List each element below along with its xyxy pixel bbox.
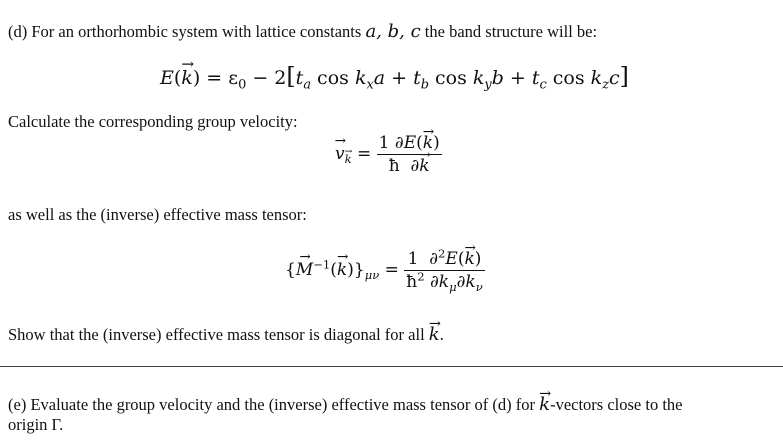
part-d-calc: Calculate the corresponding group velocity:: [8, 112, 298, 131]
show-text: Show that the (inverse) effective mass tensor is diagonal for all: [8, 325, 429, 344]
part-e-text: (e) Evaluate the group velocity and the (inverse) effective mass tensor of (d) for: [8, 395, 540, 414]
part-d-inverse: as well as the (inverse) effective mass tensor:: [8, 205, 307, 224]
intro-end-text: the band structure will be:: [420, 22, 598, 41]
part-e-text-end: -vectors close to the: [550, 395, 683, 414]
separator-line: [0, 366, 783, 367]
part-d-intro: [8, 22, 597, 42]
band-structure-equation: $E(\to k) = \varepsilon_0 - 2[t_a$ $\cos k_xa + t_b$ $\cos k_yb + t_c$ $\cos k_zc$]: [160, 62, 629, 90]
part-d-show: Show that the (inverse) effective mass tensor is diagonal for all → k.: [8, 325, 444, 345]
part-e-line1: (e) Evaluate the group velocity and the (inverse) effective mass tensor of (d) for → k-vectors close to the: [8, 395, 683, 415]
lattice-constants: a, b, c: [365, 21, 421, 42]
intro-text: (d) For an orthorhombic system with lattice constants: [8, 22, 366, 41]
effective-mass-equation: {→ $M^{-1}(\to k)\}_{\mu\nu}$ = $\frac{1 \partial^2E(\to k)}{ħ^2 \partial k_\mu\partial k_\nu}$: [285, 248, 485, 293]
group-velocity-equation: → $v_k$ = $\frac{1 \partial E(\to k)}{ħ \partial\to k}$: [335, 132, 442, 177]
part-e-line2: origin Γ.: [8, 415, 64, 434]
